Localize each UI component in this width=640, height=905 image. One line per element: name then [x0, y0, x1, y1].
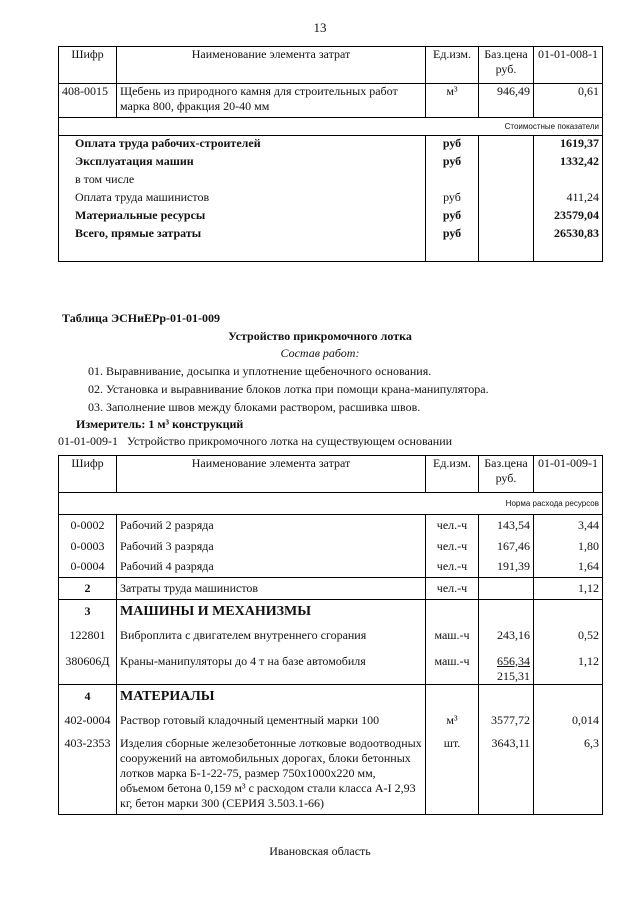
- cost-label: Оплата труда машинистов: [59, 190, 426, 208]
- cell-code: 2: [59, 578, 117, 600]
- table-row: [59, 648, 603, 685]
- cost-value: 1332,42: [534, 154, 603, 172]
- cell-unit: м³: [426, 84, 479, 118]
- section-row-materials: [59, 684, 603, 708]
- table-row: [59, 515, 603, 536]
- cell-value: 0,014: [534, 708, 603, 732]
- cell-price: 3643,11: [479, 732, 534, 815]
- table-row: [59, 732, 603, 815]
- table-title: Таблица ЭСНиЕРр-01-01-009: [62, 311, 221, 325]
- cost-label: Эксплуатация машин: [59, 154, 426, 172]
- cell-value: 1,80: [534, 536, 603, 557]
- item-title: 01-01-009-1 Устройство прикромочного лотка на существующем основании: [58, 434, 453, 448]
- table-row: [59, 578, 603, 600]
- cell-price: 167,46: [479, 536, 534, 557]
- table-header-row: [59, 47, 603, 84]
- cell-price: 656,34: [497, 653, 530, 668]
- cost-value: 411,24: [534, 190, 603, 208]
- cell-price: 191,39: [479, 557, 534, 578]
- section-number: 3: [59, 600, 117, 624]
- table-row: [59, 172, 603, 190]
- header-price: Баз.цена руб.: [479, 456, 534, 493]
- cost-indicators-label: Стоимостные показатели: [59, 118, 603, 136]
- header-code: Шифр: [59, 456, 117, 493]
- cost-label-row: [59, 118, 603, 136]
- table-row: [59, 190, 603, 208]
- cell-name: Изделия сборные железобетонные лотковые водоотводных сооружений на автомобильных дорогах, блоки бетонных лотков марка Б-1-22-75, размер 750х1000х220 мм, объемом бетона 0,159 м³ с расходом стали класса А-I 2,93 кг, бетон марки 300 (СЕРИЯ 3.503.1-66): [117, 732, 426, 815]
- cell-value: 1,64: [534, 557, 603, 578]
- cell-price: 3577,72: [479, 708, 534, 732]
- cell-unit: чел.-ч: [426, 536, 479, 557]
- cell-unit: чел.-ч: [426, 515, 479, 536]
- cost-value: 1619,37: [534, 136, 603, 154]
- section-row-machines: [59, 600, 603, 624]
- norm-label: Норма расхода ресурсов: [59, 493, 603, 515]
- cost-unit: руб: [426, 190, 479, 208]
- cell-code: 122801: [59, 624, 117, 648]
- cell-name: Виброплита с двигателем внутреннего сгорания: [117, 624, 426, 648]
- header-norm: 01-01-008-1: [534, 47, 603, 84]
- table-row: [59, 708, 603, 732]
- cell-unit: чел.-ч: [426, 578, 479, 600]
- cost-unit: руб: [426, 226, 479, 262]
- cost-label: Материальные ресурсы: [59, 208, 426, 226]
- cell-code: 380606Д: [59, 648, 117, 685]
- header-unit: Ед.изм.: [426, 47, 479, 84]
- cell-name: Рабочий 3 разряда: [117, 536, 426, 557]
- cost-label: Всего, прямые затраты: [59, 226, 426, 262]
- cell-name: Щебень из природного камня для строительных работ марка 800, фракция 20-40 мм: [117, 84, 426, 118]
- table-row: [59, 536, 603, 557]
- table-row: [59, 624, 603, 648]
- header-code: Шифр: [59, 47, 117, 84]
- cell-unit: маш.-ч: [426, 624, 479, 648]
- section-heading: Устройство прикромочного лотка: [228, 329, 412, 343]
- header-name: Наименование элемента затрат: [117, 456, 426, 493]
- cell-price: 243,16: [479, 624, 534, 648]
- table-header-row: [59, 456, 603, 493]
- cell-code: 0-0003: [59, 536, 117, 557]
- cell-code: 408-0015: [59, 84, 117, 118]
- cell-name: Затраты труда машинистов: [117, 578, 426, 600]
- header-norm: 01-01-009-1: [534, 456, 603, 493]
- section-number: 4: [59, 684, 117, 708]
- cell-name: Краны-манипуляторы до 4 т на базе автомобиля: [117, 648, 426, 685]
- cell-code: 0-0004: [59, 557, 117, 578]
- cell-value: 1,12: [534, 578, 603, 600]
- cell-name: Раствор готовый кладочный цементный марки 100: [117, 708, 426, 732]
- cell-price: 143,54: [479, 515, 534, 536]
- work-item: 03. Заполнение швов между блоками раствором, расшивка швов.: [88, 400, 421, 414]
- cost-table-008: [58, 46, 603, 262]
- cell-code: 0-0002: [59, 515, 117, 536]
- cell-name: Рабочий 2 разряда: [117, 515, 426, 536]
- cell-code: 402-0004: [59, 708, 117, 732]
- table-row: [59, 226, 603, 262]
- work-item: 01. Выравнивание, досыпка и уплотнение щебеночного основания.: [88, 364, 432, 378]
- page-number: 13: [313, 20, 327, 35]
- cell-value: 0,61: [534, 84, 603, 118]
- cell-unit: маш.-ч: [426, 648, 479, 685]
- cell-unit: шт.: [426, 732, 479, 815]
- header-name: Наименование элемента затрат: [117, 47, 426, 84]
- cell-unit: чел.-ч: [426, 557, 479, 578]
- resource-table-009: [58, 455, 603, 815]
- table-row: [59, 154, 603, 172]
- cost-unit: руб: [426, 154, 479, 172]
- cell-unit: м³: [426, 708, 479, 732]
- works-title: Состав работ:: [280, 346, 360, 360]
- section-title: МАТЕРИАЛЫ: [117, 684, 426, 708]
- footer-region: Ивановская область: [269, 844, 371, 858]
- cost-value: 26530,83: [534, 226, 603, 262]
- cell-value: 3,44: [534, 515, 603, 536]
- cost-unit: [426, 172, 479, 190]
- cost-unit: руб: [426, 208, 479, 226]
- work-item: 02. Установка и выравнивание блоков лотка при помощи крана-манипулятора.: [88, 382, 489, 396]
- section-title: МАШИНЫ И МЕХАНИЗМЫ: [117, 600, 426, 624]
- cell-name: Рабочий 4 разряда: [117, 557, 426, 578]
- cell-value: 6,3: [534, 732, 603, 815]
- table-row: [59, 136, 603, 154]
- header-price: Баз.цена руб.: [479, 47, 534, 84]
- cost-label: Оплата труда рабочих-строителей: [59, 136, 426, 154]
- table-row: [59, 557, 603, 578]
- cell-value: 0,52: [534, 624, 603, 648]
- cost-label: в том числе: [59, 172, 426, 190]
- cost-value: 23579,04: [534, 208, 603, 226]
- cell-code: 403-2353: [59, 732, 117, 815]
- cell-price: 946,49: [479, 84, 534, 118]
- cost-value: [534, 172, 603, 190]
- table-row: [59, 208, 603, 226]
- table-row: [59, 84, 603, 118]
- header-unit: Ед.изм.: [426, 456, 479, 493]
- norm-label-row: [59, 493, 603, 515]
- cell-price-secondary: 215,31: [497, 668, 530, 683]
- cost-unit: руб: [426, 136, 479, 154]
- measure-unit: Измеритель: 1 м³ конструкций: [76, 417, 244, 431]
- cell-value: 1,12: [534, 648, 603, 685]
